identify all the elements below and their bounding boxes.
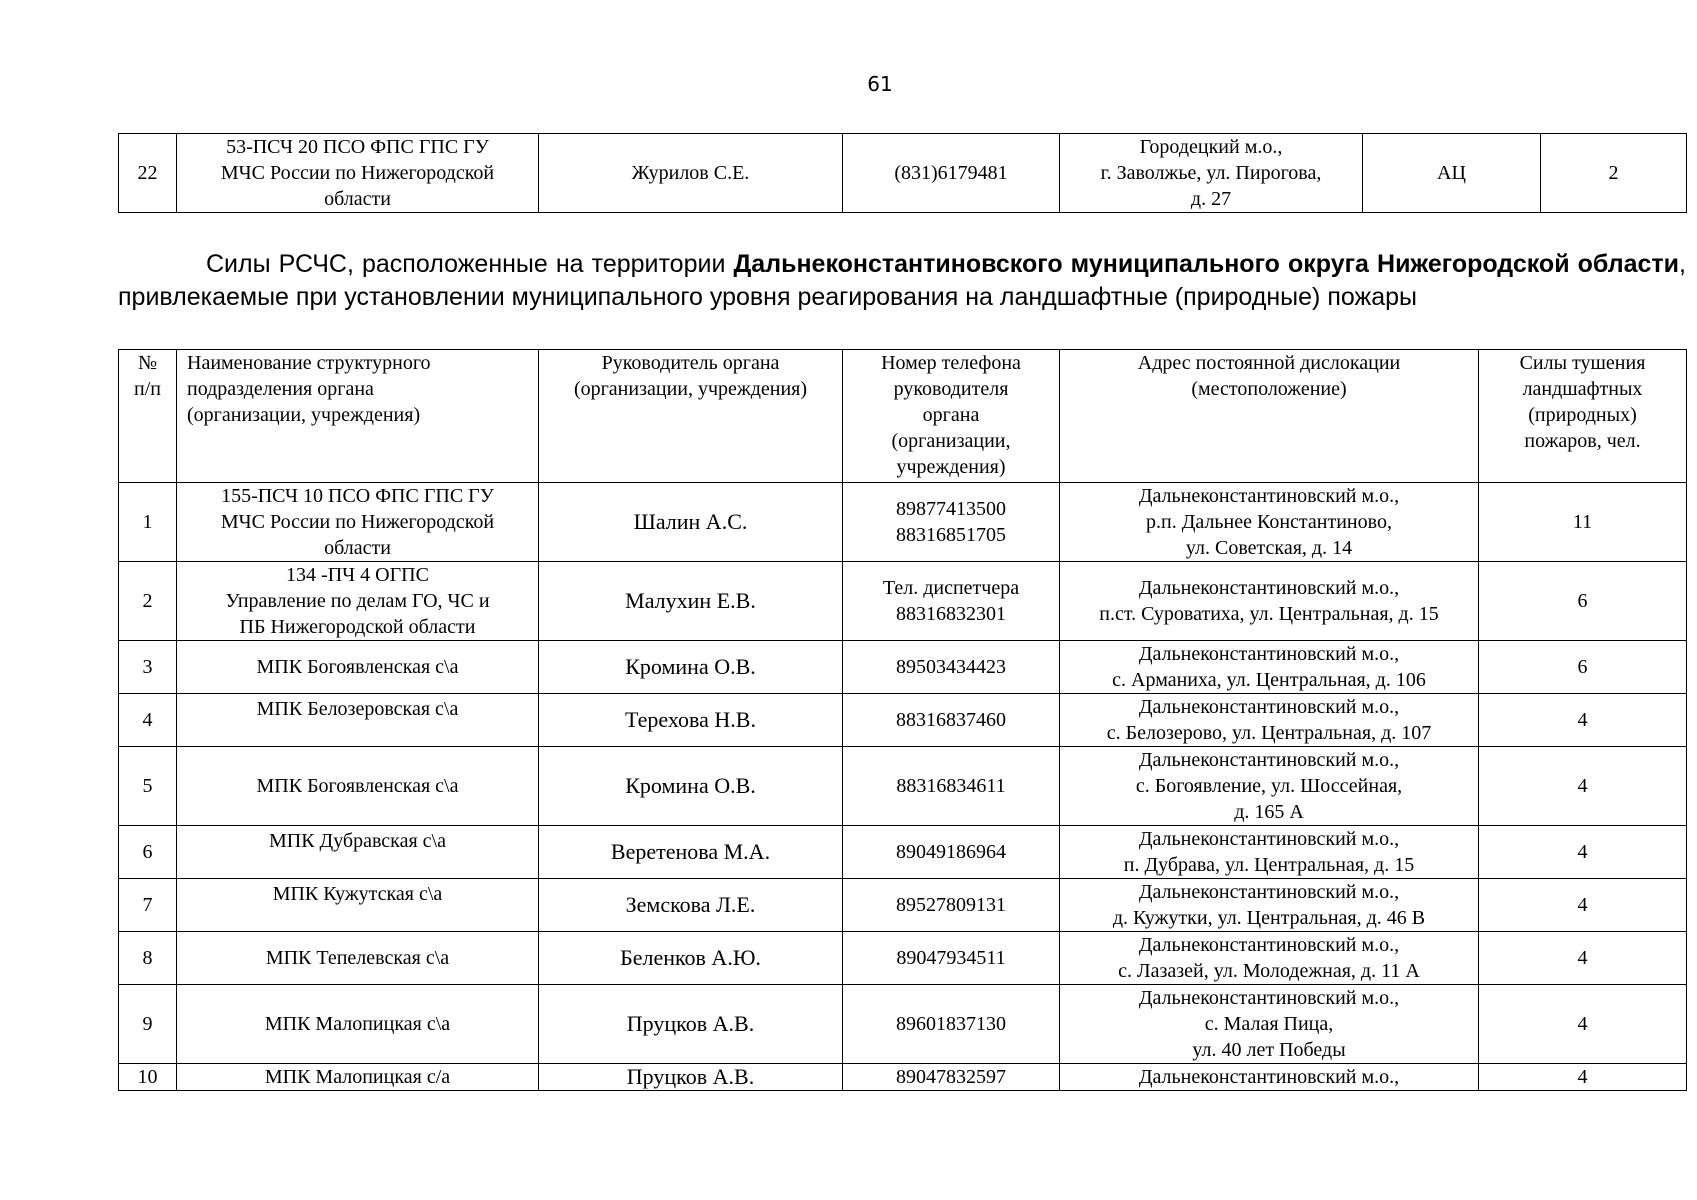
phone	[843, 985, 1060, 1064]
phone	[843, 932, 1060, 985]
head-name: Беленков А.Ю.	[539, 932, 843, 985]
cell-line: руководителя	[893, 378, 1009, 400]
table-row	[119, 1064, 1687, 1091]
cell-line: д. 27	[1190, 188, 1232, 210]
cell-line: 88316834611	[896, 775, 1006, 797]
address	[1060, 483, 1479, 562]
cell-line: (организации, учреждения)	[573, 378, 808, 400]
cell-line: МПК Кужутская с\а	[272, 883, 443, 905]
cell-line: (природных)	[1528, 404, 1637, 426]
forces-count: 4	[1479, 985, 1687, 1064]
cell-line: органа	[922, 404, 980, 426]
row-number: 3	[119, 641, 177, 694]
cell-line: Дальнеконстантиновский м.о.,	[1138, 828, 1400, 850]
phone	[843, 1064, 1060, 1091]
cell-line: 88316832301	[896, 603, 1006, 625]
row-number: 1	[119, 483, 177, 562]
cell-line: (организации, учреждения)	[187, 404, 421, 426]
row-number: 7	[119, 879, 177, 932]
table-row	[119, 747, 1687, 826]
heading-text-2: , привлекаемые при установлении муниципального уровня реагирования на ландшафтные (природные) пожары	[118, 250, 1686, 311]
heading-text-1: Силы РСЧС, расположенные на территории	[206, 250, 734, 278]
row-number: 8	[119, 932, 177, 985]
header-forces	[1479, 350, 1687, 483]
cell-line: Номер телефона	[881, 352, 1021, 374]
phone	[843, 641, 1060, 694]
address	[1060, 932, 1479, 985]
cell-line: МПК Богоявленская с\а	[256, 775, 459, 797]
unit-name	[177, 879, 539, 932]
unit-name	[177, 826, 539, 879]
address	[1060, 747, 1479, 826]
table-row	[119, 694, 1687, 747]
forces-count: 4	[1479, 1064, 1687, 1091]
unit-name	[177, 1064, 539, 1091]
cell-line: 89047934511	[896, 947, 1006, 969]
address	[1060, 694, 1479, 747]
cell-line: Дальнеконстантиновский м.о.,	[1138, 696, 1400, 718]
header-name	[177, 350, 539, 483]
cell-line: д. Кужутки, ул. Центральная, д. 46 В	[1112, 907, 1426, 929]
table-row	[119, 562, 1687, 641]
header-head	[539, 350, 843, 483]
cell-line: Дальнеконстантиновский м.о.,	[1138, 1066, 1400, 1088]
cell-line: Адрес постоянной дислокации	[1137, 352, 1401, 374]
cell-line: Дальнеконстантиновский м.о.,	[1138, 934, 1400, 956]
cell-line: г. Заволжье, ул. Пирогова,	[1100, 162, 1322, 184]
forces-count: 4	[1479, 879, 1687, 932]
cell-line: МПК Богоявленская с\а	[256, 656, 459, 678]
cell-line: 89503434423	[896, 656, 1006, 678]
cell-line: подразделения органа	[187, 378, 374, 400]
cell-line: п/п	[134, 378, 161, 400]
phone	[843, 826, 1060, 879]
cell-line: 53-ПСЧ 20 ПСО ФПС ГПС ГУ	[226, 136, 489, 158]
row-number: 2	[119, 562, 177, 641]
cell-line: Руководитель органа	[601, 352, 780, 374]
phone	[843, 879, 1060, 932]
section-heading	[118, 248, 1686, 314]
unit-name	[177, 483, 539, 562]
continued-table	[118, 133, 1687, 213]
row-number: 4	[119, 694, 177, 747]
head-name: Земскова Л.Е.	[539, 879, 843, 932]
address	[1060, 879, 1479, 932]
unit-name	[177, 932, 539, 985]
head-name: Малухин Е.В.	[539, 562, 843, 641]
table-body	[119, 483, 1687, 1091]
unit-name	[177, 694, 539, 747]
cell-line: п.ст. Суроватиха, ул. Центральная, д. 15	[1099, 603, 1439, 625]
cell-line: области	[324, 188, 391, 210]
forces-count: 4	[1479, 747, 1687, 826]
cell-line: с. Богоявление, ул. Шоссейная,	[1135, 775, 1403, 797]
table-row	[119, 134, 1687, 213]
cell-line: МПК Малопицкая с\а	[264, 1013, 451, 1035]
unit-name	[177, 641, 539, 694]
cell-line: №	[137, 352, 158, 374]
cell-line: МПК Белозеровская с\а	[256, 698, 459, 720]
cell-line: (организации,	[891, 430, 1011, 452]
row-number: 6	[119, 826, 177, 879]
cell-line: 88316851705	[896, 524, 1006, 546]
cell-line: (местоположение)	[1191, 378, 1347, 400]
cell-line: с. Белозерово, ул. Центральная, д. 107	[1106, 722, 1432, 744]
cell-line: с. Арманиха, ул. Центральная, д. 106	[1112, 669, 1426, 691]
table-header-row	[119, 350, 1687, 483]
head-name: Журилов С.Е.	[539, 134, 843, 213]
forces-count: 4	[1479, 694, 1687, 747]
cell-line: Дальнеконстантиновский м.о.,	[1138, 881, 1400, 903]
cell-line: МПК Тепелевская с\а	[265, 947, 450, 969]
cell-line: 89049186964	[896, 841, 1006, 863]
unit-name	[177, 562, 539, 641]
page-number: 61	[867, 72, 893, 96]
head-name: Пруцков А.В.	[539, 985, 843, 1064]
cell-line: р.п. Дальнее Константиново,	[1146, 511, 1392, 533]
cell-line: Дальнеконстантиновский м.о.,	[1138, 577, 1400, 599]
cell-line: 88316837460	[896, 709, 1006, 731]
cell-line: Силы тушения	[1519, 352, 1646, 374]
cell-line: п. Дубрава, ул. Центральная, д. 15	[1123, 854, 1415, 876]
phone	[843, 694, 1060, 747]
row-number: 10	[119, 1064, 177, 1091]
cell-line: (831)6179481	[894, 162, 1008, 184]
heading-bold: Дальнеконстантиновского муниципального округа Нижегородской области	[733, 250, 1680, 278]
cell-line: Наименование структурного	[187, 352, 431, 374]
address	[1060, 562, 1479, 641]
cell-line: учреждения)	[896, 456, 1006, 478]
cell-line: 134 -ПЧ 4 ОГПС	[286, 564, 429, 586]
cell-line: МПК Малопицкая с/а	[264, 1066, 451, 1088]
phone	[843, 483, 1060, 562]
cell-line: ПБ Нижегородской области	[239, 616, 476, 638]
cell-line: пожаров, чел.	[1524, 430, 1641, 452]
address	[1060, 641, 1479, 694]
row-number: 9	[119, 985, 177, 1064]
header-num	[119, 350, 177, 483]
address	[1060, 985, 1479, 1064]
address	[1060, 1064, 1479, 1091]
cell-line: Дальнеконстантиновский м.о.,	[1138, 643, 1400, 665]
forces-count: 6	[1479, 562, 1687, 641]
cell-line: ул. Советская, д. 14	[1185, 537, 1353, 559]
table-row	[119, 932, 1687, 985]
cell-line: ул. 40 лет Победы	[1192, 1039, 1346, 1061]
forces-count: 11	[1479, 483, 1687, 562]
phone	[843, 562, 1060, 641]
table-row	[119, 826, 1687, 879]
header-address	[1060, 350, 1479, 483]
forces-count: 4	[1479, 932, 1687, 985]
cell-line: МПК Дубравская с\а	[268, 830, 446, 852]
header-phone	[843, 350, 1060, 483]
head-name: Пруцков А.В.	[539, 1064, 843, 1091]
table-row	[119, 879, 1687, 932]
cell-line: с. Малая Пица,	[1204, 1013, 1334, 1035]
address	[1060, 826, 1479, 879]
cell-line: области	[324, 537, 391, 559]
cell-line: Дальнеконстантиновский м.о.,	[1138, 749, 1400, 771]
cell-line: 89047832597	[896, 1066, 1006, 1088]
cell-line: Тел. диспетчера	[882, 577, 1020, 599]
cell-line: МЧС России по Нижегородской	[220, 511, 495, 533]
cell-line: 89601837130	[896, 1013, 1006, 1035]
forces-count: 6	[1479, 641, 1687, 694]
head-name: Кромина О.В.	[539, 747, 843, 826]
cell-line: Дальнеконстантиновский м.о.,	[1138, 987, 1400, 1009]
forces-count: 4	[1479, 826, 1687, 879]
phone	[843, 747, 1060, 826]
head-name: Веретенова М.А.	[539, 826, 843, 879]
cell-line: Дальнеконстантиновский м.о.,	[1138, 485, 1400, 507]
row-number: 5	[119, 747, 177, 826]
head-name: Терехова Н.В.	[539, 694, 843, 747]
cell-line: МЧС России по Нижегородской	[220, 162, 495, 184]
table-row	[119, 483, 1687, 562]
cell-line: д. 165 А	[1234, 801, 1304, 823]
unit-name	[177, 134, 539, 213]
phone	[843, 134, 1060, 213]
unit-name	[177, 985, 539, 1064]
cell-line: 155-ПСЧ 10 ПСО ФПС ГПС ГУ	[221, 485, 494, 507]
table-row	[119, 985, 1687, 1064]
address	[1060, 134, 1363, 213]
cell-line: Управление по делам ГО, ЧС и	[225, 590, 490, 612]
head-name: Кромина О.В.	[539, 641, 843, 694]
head-name: Шалин А.С.	[539, 483, 843, 562]
cell-line: Городецкий м.о.,	[1139, 136, 1283, 158]
cell-line: 89527809131	[896, 894, 1006, 916]
equipment: АЦ	[1363, 134, 1541, 213]
row-number: 22	[119, 134, 177, 213]
cell-line: ландшафтных	[1522, 378, 1643, 400]
cell-line: 89877413500	[896, 498, 1006, 520]
forces-table	[118, 349, 1687, 1091]
cell-line: с. Лазазей, ул. Молодежная, д. 11 А	[1118, 960, 1420, 982]
forces-count: 2	[1541, 134, 1687, 213]
unit-name	[177, 747, 539, 826]
table-row	[119, 641, 1687, 694]
